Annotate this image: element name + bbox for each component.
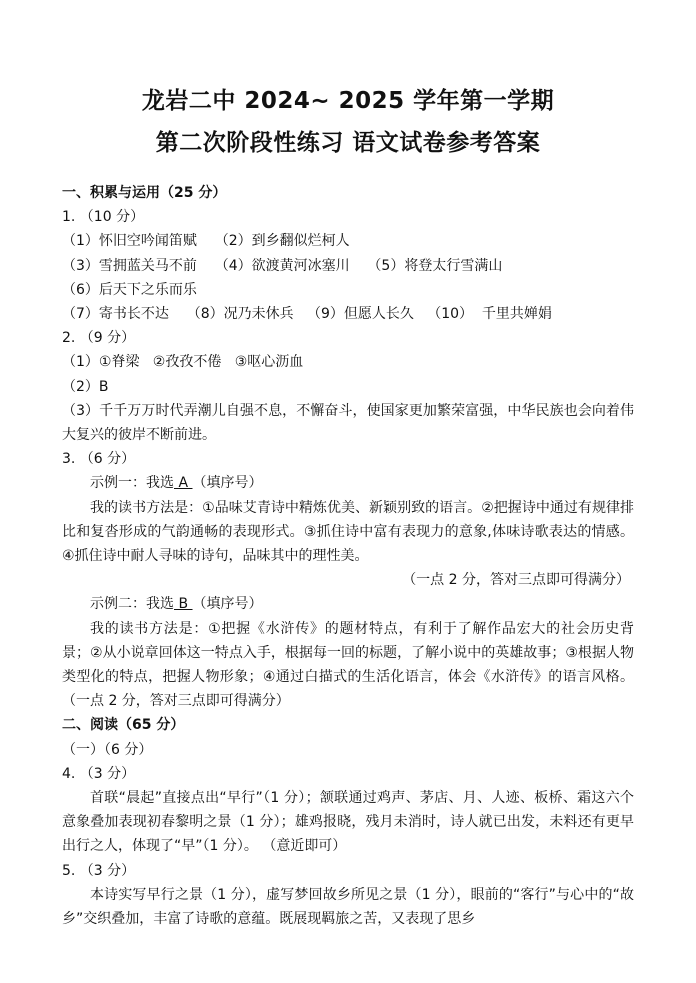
q1-answer-line-3: （6）后天下之乐而乐: [62, 281, 197, 298]
q2-answer-line-1: （1）①脊梁 ②孜孜不倦 ③呕心沥血: [62, 354, 304, 371]
q1-answer-line-4: （7）寄书长不达 （8）况乃未休兵 （9）但愿人长久 （10） 千里共婵娟: [62, 306, 552, 323]
q3-example-1-prefix: 示例一：我选: [90, 475, 174, 492]
q3-example-1-heading: [62, 471, 634, 495]
section-heading-accumulation: 一、积累与运用（25 分）: [62, 185, 227, 201]
q3-example-2-heading: [62, 592, 634, 616]
q3-example-1-text: 我的读书方法是：①品味艾青诗中精炼优美、新颖别致的语言。②把握诗中通过有规律排比和复沓形成的气韵通畅的表现形式。③抓住诗中富有表现力的意象,体味诗歌表达的情感。④抓住诗中耐人寻味的诗句，品味其中的理性美。: [62, 499, 634, 565]
question-5-label: 5. （3 分）: [62, 862, 136, 879]
q3-example-2-suffix: （填序号）: [192, 596, 263, 613]
q2-answer-line-3: （3）千千万万时代弄潮儿自强不息，不懈奋斗，使国家更加繁荣富强，中华民族也会向着伟大复兴的彼岸不断前进。: [62, 402, 634, 444]
question-1-label: 1. （10 分）: [62, 209, 145, 226]
section-heading-reading: 二、阅读（65 分）: [62, 717, 185, 734]
q1-answer-line-2: （3）雪拥蓝关马不前 （4）欲渡黄河冰塞川 （5）将登太行雪满山: [62, 257, 503, 274]
q2-answer-line-2: （2）B: [62, 378, 109, 395]
document-title-line1: 龙岩二中 2024~ 2025 学年第一学期: [141, 88, 555, 114]
document-title-line2: 第二次阶段性练习 语文试卷参考答案: [155, 130, 541, 156]
document-body: [62, 181, 634, 931]
reading-subsection-1: （一）（6 分）: [62, 741, 153, 758]
q1-answer-line-1: （1）怀旧空吟闻笛赋 （2）到乡翻似烂柯人: [62, 233, 350, 250]
q3-example-2-prefix: 示例二：我选: [90, 596, 174, 613]
q3-example-2-text: 我的读书方法是：①把握《水浒传》的题材特点，有利于了解作品宏大的社会历史背景；②从小说章回体这一特点入手，根据每一回的标题，了解小说中的英雄故事；③根据人物类型化的特点，把握人物形象；④通过白描式的生活化语言，体会《水浒传》的语言风格。（一点 2 分，答对三点即可得满分）: [62, 620, 634, 710]
question-2-label: 2. （9 分）: [62, 330, 136, 347]
q3-example-1-suffix: （填序号）: [192, 475, 263, 492]
q4-answer-text: 首联“晨起”直接点出“早行”（1 分）；颔联通过鸡声、茅店、月、人迹、板桥、霜这六个意象叠加表现初春黎明之景（1 分）；雄鸡报晓，残月未消时，诗人就已出发，未料还有更早出行之人，体现了“早”（1 分）。 （意近即可）: [62, 790, 634, 855]
q3-example-1-choice: A: [174, 475, 193, 492]
question-4-label: 4. （3 分）: [62, 765, 136, 782]
q3-example-1-score: （一点 2 分，答对三点即可得满分）: [402, 572, 630, 589]
q3-example-2-choice: B: [174, 596, 193, 613]
question-3-label: 3. （6 分）: [62, 451, 136, 468]
q5-answer-text: 本诗实写早行之景（1 分），虚写梦回故乡所见之景（1 分），眼前的“客行”与心中的“故乡”交织叠加，丰富了诗歌的意蕴。既展现羁旅之苦，又表现了思乡: [62, 886, 634, 928]
